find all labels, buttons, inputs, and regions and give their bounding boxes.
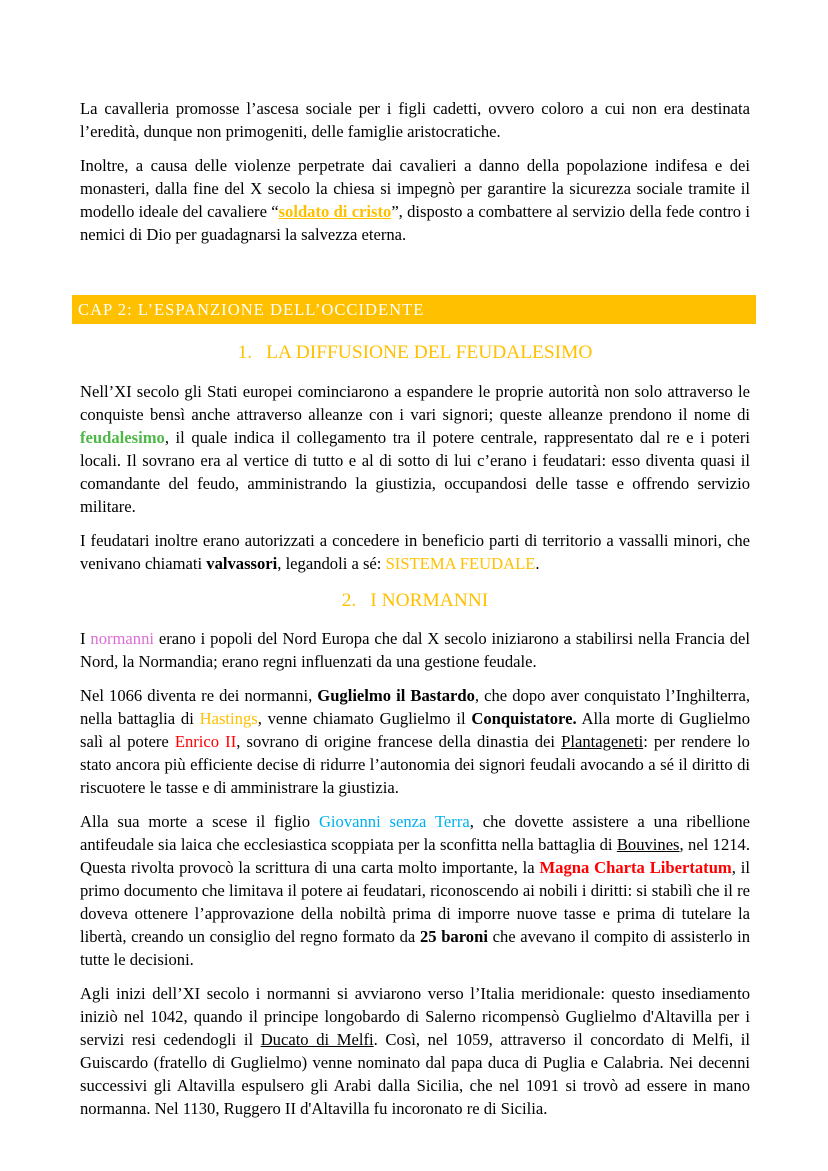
keyword-magna-charta-libertatum: Magna Charta Libertatum [539,858,732,877]
text-run: Alla sua morte a scese il figlio [80,812,319,831]
text-run: La cavalleria promosse l’ascesa sociale per i figli cadetti, ovvero coloro a cui non era destinata l’eredità, dunque non primogeniti, delle famiglie aristocratiche. [80,99,750,141]
highlight-soldato-di-cristo: soldato di cristo [278,202,392,221]
text-run: , venne chiamato Guglielmo il [257,709,472,728]
text-run: Agli inizi dell’XI secolo i normanni si avviarono verso l’Italia meridionale: questo insediamento iniziò nel 1042, quando il principe longobardo di Salerno ricompensò Guglielmo d'Altavilla per i servizi resi cedendogli il [80,984,750,1049]
text-run: , sovrano di origine francese della dinastia dei [236,732,562,751]
text-run: , il quale indica il collegamento tra il potere centrale, rappresentato dal re e i poteri locali. Il sovrano era al vertice di tutto e al di sotto di lui c’erano i feudatari: esso diventa quasi il comandante del feudo, amministrando la giustizia, occupandosi delle tasse e offrendo servizio militare. [80,428,750,516]
keyword-feudalesimo: feudalesimo [80,428,165,447]
keyword-bouvines: Bouvines [616,835,680,854]
keyword-guglielmo-il-bastardo: Guglielmo il Bastardo [317,686,475,705]
paragraph-valvassori [80,529,750,575]
text-run: , il primo documento che limitava il potere ai feudatari, riconoscendo ai nobili i diritti: si stabilì che il re doveva ottenere l’approvazione della nobiltà prima di imporre nuove tasse e prima di tutelare la libertà, creando un consiglio del regno formato da [80,858,751,946]
text-run: I feudatari inoltre erano autorizzati a concedere in beneficio parti di territorio a vassalli minori, che venivano chiamati [80,531,750,573]
section-heading-normanni [80,587,750,615]
keyword-giovanni-senza-terra: Giovanni senza Terra [318,812,470,831]
section-heading-feudalesimo [80,339,750,367]
keyword-valvassori: valvassori [206,554,278,573]
text-run: erano i popoli del Nord Europa che dal X secolo iniziarono a stabilirsi nella Francia del Nord, la Normandia; erano regni influenzati da una gestione feudale. [80,629,750,671]
keyword-plantageneti: Plantageneti [561,732,644,751]
keyword-hastings: Hastings [199,709,258,728]
paragraph-cavalleria [80,97,750,143]
text-run: . Così, nel 1059, attraverso il concordato di Melfi, il Guiscardo (fratello di Guglielmo) venne nominato dal papa duca di Puglia e Calabria. Nei decenni successivi gli Altavilla espulsero gli Arabi dalla Sicilia, che nel 1091 si trovò ad essere in mano normanna. Nel 1130, Ruggero II d'Altavilla fu incoronato re di Sicilia. [80,1030,751,1118]
paragraph-guglielmo [80,684,750,799]
text-run: ”, disposto a combattere al servizio della fede contro i nemici di Dio per guadagnarsi la salvezza eterna. [80,202,750,244]
chapter-banner: CAP 2: L’ESPANZIONE DELL’OCCIDENTE [72,295,756,324]
section-number: 1. [237,342,253,363]
text-run: che avevano il compito di assisterlo in tutte le decisioni. [80,927,750,969]
text-run: , legandoli a sé: [277,554,386,573]
keyword-enrico-ii: Enrico II [174,732,237,751]
keyword-conquistatore: Conquistatore. [471,709,577,728]
keyword-ducato-di-melfi: Ducato di Melfi [260,1030,374,1049]
text-run: . [535,554,540,573]
paragraph-normanni [80,627,750,673]
keyword-normanni: normanni [90,629,155,648]
section-title: I NORMANNI [370,590,489,611]
text-run: , che dopo aver conquistato l’Inghilterra, nella battaglia di [80,686,750,728]
text-run: Inoltre, a causa delle violenze perpetrate dai cavalieri a danno della popolazione indifesa e dei monasteri, dalla fine del X secolo la chiesa si impegnò per garantire la sicurezza sociale tramite il modello ideale del cavaliere “ [80,156,750,221]
keyword-25-baroni: 25 baroni [419,927,488,946]
paragraph-magna-charta [80,810,750,971]
text-run: , che dovette assistere a una ribellione antifeudale sia laica che ecclesiastica scoppiata per la sconfitta nella battaglia di [80,812,750,854]
text-run: Nel 1066 diventa re dei normanni, [80,686,318,705]
paragraph-italia-meridionale [80,982,750,1120]
paragraph-feudalesimo [80,380,750,518]
paragraph-soldato-di-cristo [80,154,750,246]
text-run: Nell’XI secolo gli Stati europei cominciarono a espandere le proprie autorità non solo attraverso le conquiste bensì anche attraverso alleanze con i vari signori; queste alleanze prendono il nome di [80,382,750,424]
text-run: I [80,629,91,648]
section-number: 2. [341,590,357,611]
text-run: : per rendere lo stato ancora più efficiente decise di ridurre l’autonomia dei signori feudali avocando a sé il diritto di riscuotere le tasse e di amministrare la giustizia. [80,732,750,797]
text-run: , nel 1214. Questa rivolta provocò la scrittura di una carta molto importante, la [80,835,750,877]
keyword-sistema-feudale: SISTEMA FEUDALE [385,554,536,573]
section-title: LA DIFFUSIONE DEL FEUDALESIMO [266,342,593,363]
page-content [80,97,750,1131]
text-run: Alla morte di Guglielmo salì al potere [80,709,750,751]
